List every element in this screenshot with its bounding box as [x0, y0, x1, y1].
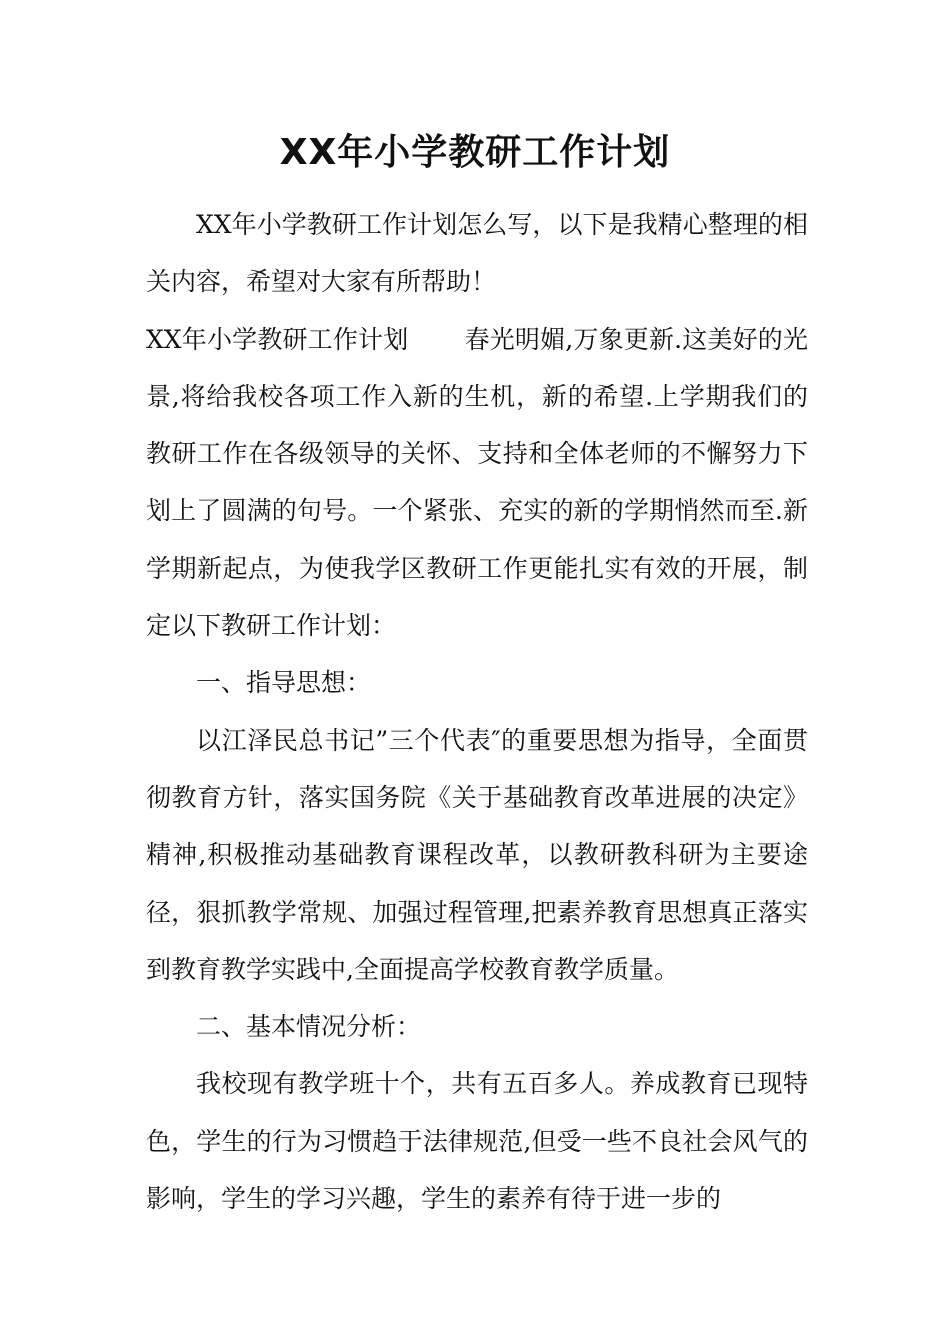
document-body [146, 196, 808, 1227]
section-paragraph-2: 我校现有教学班十个，共有五百多人。养成教育已现特色，学生的行为习惯趋于法律规范,但受一些不良社会风气的影响，学生的学习兴趣，学生的素养有待于进一步的 [146, 1069, 808, 1214]
opening-paragraph [146, 311, 808, 655]
inline-heading: XX年小学教研工作计划 [146, 324, 409, 354]
intro-paragraph: XX年小学教研工作计划怎么写，以下是我精心整理的相关内容，希望对大家有所帮助！ [146, 210, 808, 297]
document-title: XX年小学教研工作计划 [279, 132, 671, 173]
section-paragraph-1: 以江泽民总书记”三个代表″的重要思想为指导，全面贯彻教育方针，落实国务院《关于基础教育改革进展的决定》精神,积极推动基础教育课程改革，以教研教科研为主要途径，狠抓教学常规、加强过程管理,把素养教育思想真正落实到教育教学实践中,全面提高学校教育教学质量。 [146, 725, 808, 984]
section-heading-2: 二、基本情况分析： [196, 1012, 422, 1042]
opening-text: 春光明媚,万象更新.这美好的光景,将给我校各项工作入新的生机，新的希望.上学期我们的教研工作在各级领导的关怀、支持和全体老师的不懈努力下划上了圆满的句号。一个紧张、充实的新的学期悄然而至.新学期新起点，为使我学区教研工作更能扎实有效的开展，制定以下教研工作计划： [146, 324, 808, 641]
section-heading-1: 一、指导思想： [196, 668, 372, 698]
